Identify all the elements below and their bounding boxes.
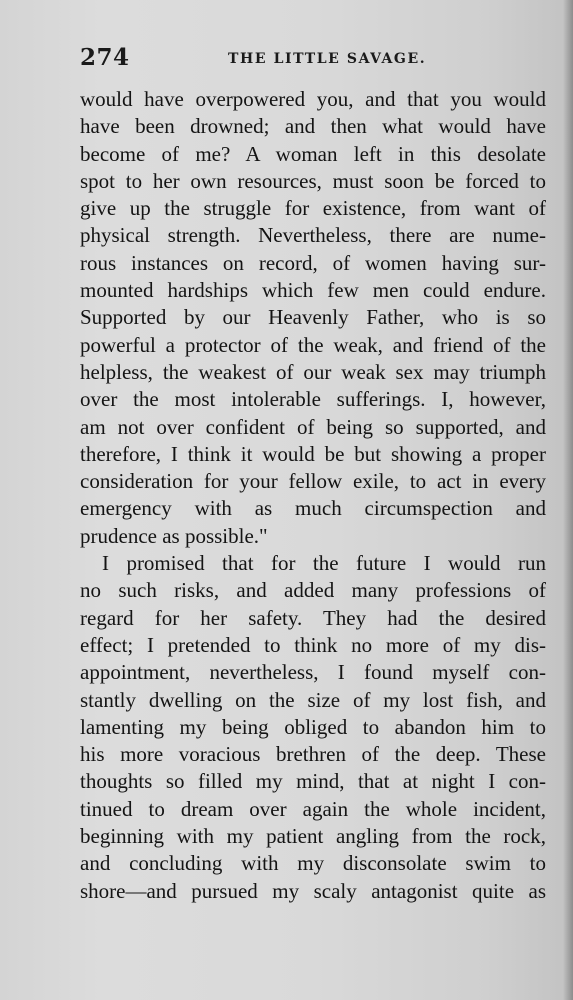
text-line: give up the struggle for existence, from want of <box>80 196 546 221</box>
text-line: I promised that for the future I would run <box>102 551 546 576</box>
text-line: mounted hardships which few men could endure. <box>80 278 546 303</box>
text-line: appointment, nevertheless, I found myself con- <box>80 660 546 685</box>
text-line: and concluding with my disconsolate swim to <box>80 851 546 876</box>
text-line: effect; I pretended to think no more of my dis- <box>80 632 546 657</box>
paragraph-2 <box>80 550 546 905</box>
text-line: his more voracious brethren of the deep. These <box>80 742 546 767</box>
running-head: THE LITTLE SAVAGE. <box>228 51 427 67</box>
page-header <box>80 44 546 76</box>
text-line: spot to her own resources, must soon be forced to <box>80 168 546 193</box>
page-number: 274 <box>80 44 130 71</box>
text-line: prudence as possible." <box>80 523 268 548</box>
text-line: emergency with as much circumspection and <box>80 496 546 521</box>
text-line: shore—and pursued my scaly antagonist quite as <box>80 878 546 903</box>
text-line: would have overpowered you, and that you would <box>80 87 546 111</box>
text-line: helpless, the weakest of our weak sex may triumph <box>80 359 546 384</box>
text-line: physical strength. Nevertheless, there are nume- <box>80 223 546 248</box>
text-line: tinued to dream over again the whole incident, <box>80 796 546 821</box>
text-line: no such risks, and added many professions of <box>80 578 546 603</box>
text-line: stantly dwelling on the size of my lost fish, and <box>80 687 546 712</box>
text-line: am not over confident of being so supported, and <box>80 414 546 439</box>
text-line: regard for her safety. They had the desired <box>80 605 546 630</box>
text-line: therefore, I think it would be but showing a proper <box>80 441 546 466</box>
text-line: become of me? A woman left in this desolate <box>80 141 546 166</box>
paragraph-1 <box>80 86 546 550</box>
text-line: consideration for your fellow exile, to act in every <box>80 469 546 494</box>
text-line: rous instances on record, of women having sur- <box>80 250 546 275</box>
text-line: thoughts so filled my mind, that at night I con- <box>80 769 546 794</box>
body-text <box>80 86 546 905</box>
text-line: Supported by our Heavenly Father, who is so <box>80 305 546 330</box>
text-line: beginning with my patient angling from the rock, <box>80 824 546 849</box>
text-line: have been drowned; and then what would have <box>80 114 546 139</box>
text-line: over the most intolerable sufferings. I, however, <box>80 387 546 412</box>
text-line: powerful a protector of the weak, and friend of the <box>80 332 546 357</box>
text-line: lamenting my being obliged to abandon him to <box>80 714 546 739</box>
